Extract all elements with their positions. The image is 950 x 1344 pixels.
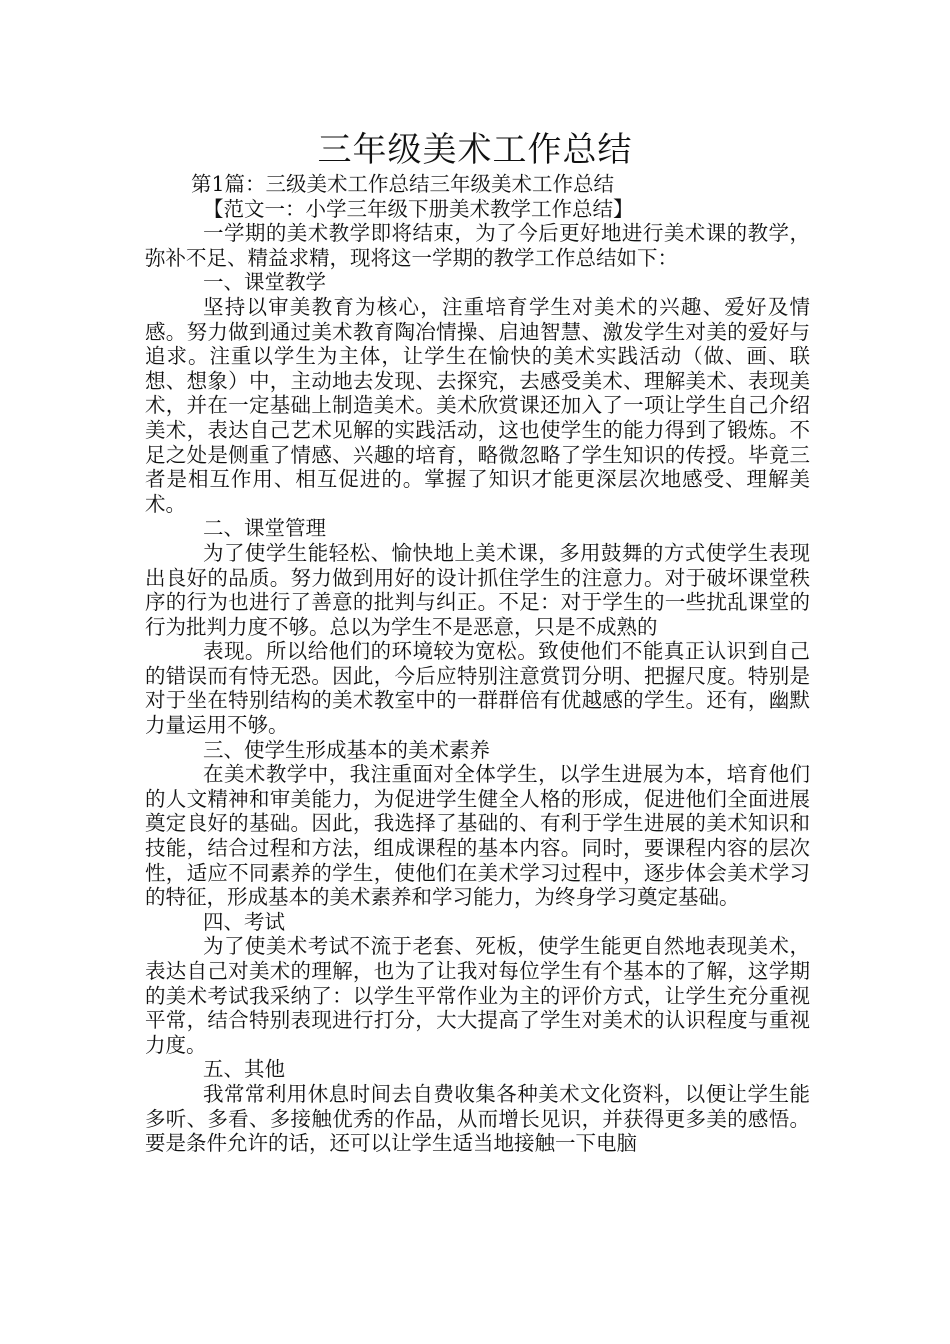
paragraph: 一学期的美术教学即将结束，为了今后更好地进行美术课的教学，弥补不足、精益求精，现将这一学期的教学工作总结如下：: [145, 221, 810, 270]
section-heading: 一、课堂教学: [203, 270, 326, 295]
document-body: [145, 172, 810, 1156]
paragraph: 为了使美术考试不流于老套、死板，使学生能更自然地表现美术，表达自己对美术的理解，也为了让我对每位学生有个基本的了解，这学期的美术考试我采纳了：以学生平常作业为主的评价方式，让学生充分重视平常，结合特别表现进行打分，大大提高了学生对美术的认识程度与重视力度。: [145, 934, 810, 1057]
paragraph: 第1篇：三级美术工作总结三年级美术工作总结: [191, 172, 615, 196]
paragraph: 【范文一：小学三年级下册美术教学工作总结】: [203, 196, 634, 221]
paragraph: 为了使学生能轻松、愉快地上美术课，多用鼓舞的方式使学生表现出良好的品质。努力做到用好的设计抓住学生的注意力。对于破坏课堂秩序的行为也进行了善意的批判与纠正。不足：对于学生的一些扰乱课堂的行为批判力度不够。总以为学生不是恶意，只是不成熟的: [145, 540, 810, 639]
section-heading: 四、考试: [203, 909, 285, 934]
paragraph: 我常常利用休息时间去自费收集各种美术文化资料，以便让学生能多听、多看、多接触优秀的作品，从而增长见识，并获得更多美的感悟。要是条件允许的话，还可以让学生适当地接触一下电脑: [145, 1081, 810, 1156]
section-heading: 二、课堂管理: [203, 516, 326, 541]
section-heading: 三、使学生形成基本的美术素养: [203, 737, 490, 762]
paragraph: 在美术教学中，我注重面对全体学生，以学生进展为本，培育他们的人文精神和审美能力，为促进学生健全人格的形成，促进他们全面进展奠定良好的基础。因此，我选择了基础的、有利于学生进展的美术知识和技能，结合过程和方法，组成课程的基本内容。同时，要课程内容的层次性，适应不同素养的学生，使他们在美术学习过程中，逐步体会美术学习的特征，形成基本的美术素养和学习能力，为终身学习奠定基础。: [145, 762, 810, 910]
paragraph: 表现。所以给他们的环境较为宽松。致使他们不能真正认识到自己的错误而有恃无恐。因此，今后应特别注意赏罚分明、把握尺度。特别是对于坐在特别结构的美术教室中的一群群倍有优越感的学生。还有，幽默力量运用不够。: [145, 639, 810, 738]
paragraph: 坚持以审美教育为核心，注重培育学生对美术的兴趣、爱好及情感。努力做到通过美术教育陶冶情操、启迪智慧、激发学生对美的爱好与追求。注重以学生为主体，让学生在愉快的美术实践活动（做、画、联想、想象）中，主动地去发现、去探究，去感受美术、理解美术、表现美术，并在一定基础上制造美术。美术欣赏课还加入了一项让学生自己介绍美术，表达自己艺术见解的实践活动，这也使学生的能力得到了锻炼。不足之处是侧重了情感、兴趣的培育，略微忽略了学生知识的传授。毕竟三者是相互作用、相互促进的。掌握了知识才能更深层次地感受、理解美术。: [145, 294, 810, 516]
document-title: 三年级美术工作总结: [317, 130, 633, 170]
section-heading: 五、其他: [203, 1057, 285, 1082]
